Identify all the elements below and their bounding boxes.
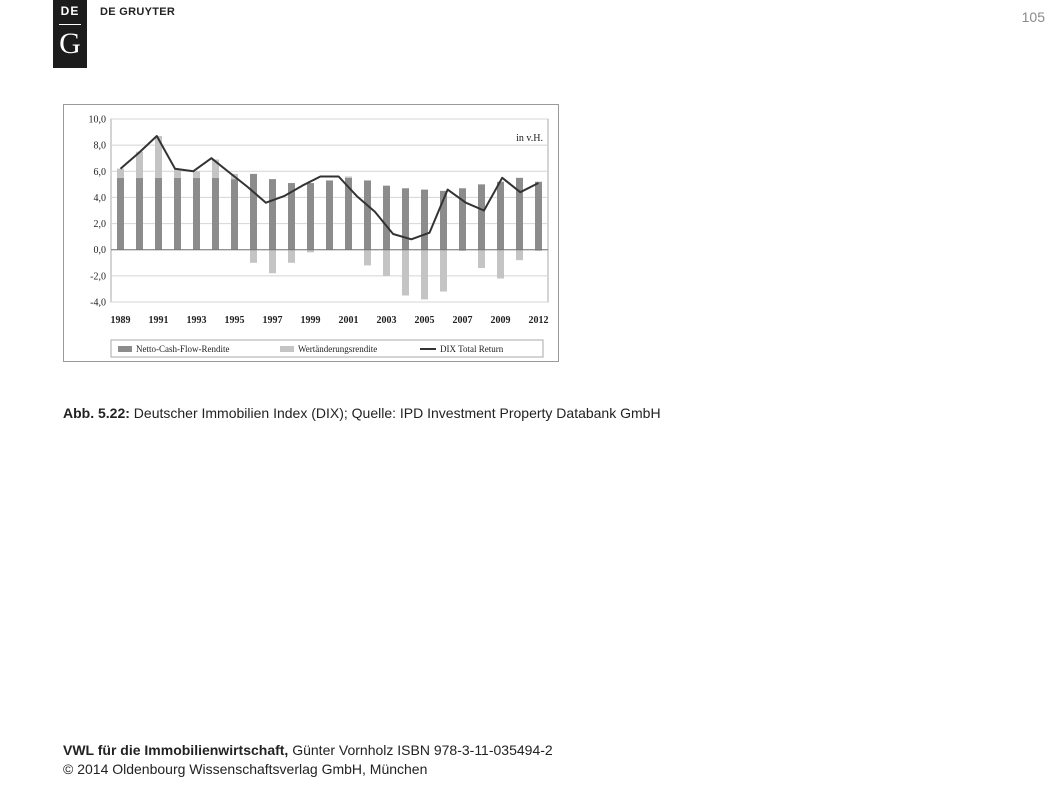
y-tick-label: 0,0 xyxy=(93,245,106,257)
x-tick-label: 2012 xyxy=(528,315,549,326)
y-tick-label: 6,0 xyxy=(93,166,106,178)
y-tick-label: 2,0 xyxy=(93,219,106,231)
footer-line-1 xyxy=(63,741,553,760)
dix-chart xyxy=(64,105,558,361)
figure-frame xyxy=(63,104,559,362)
unit-label: in v.H. xyxy=(516,133,543,144)
bar-netto xyxy=(383,186,390,250)
bar-netto xyxy=(193,178,200,250)
bar-wert xyxy=(288,250,295,263)
x-tick-label: 2003 xyxy=(376,315,397,326)
caption-text: Deutscher Immobilien Index (DIX); Quelle: IPD Investment Property Databank GmbH xyxy=(133,405,661,421)
footer-book-title: VWL für die Immobilienwirtschaft, xyxy=(63,742,289,758)
x-tick-label: 1989 xyxy=(110,315,131,326)
bar-wert xyxy=(421,250,428,300)
bar-netto xyxy=(421,190,428,250)
bar-netto xyxy=(307,183,314,250)
x-tick-label: 2009 xyxy=(490,315,511,326)
x-axis-ticks xyxy=(111,315,549,326)
legend-wert-swatch xyxy=(280,346,294,352)
figure-caption xyxy=(63,405,661,421)
x-tick-label: 1999 xyxy=(300,315,321,326)
bar-netto xyxy=(497,182,504,250)
x-tick-label: 2007 xyxy=(452,315,473,326)
bar-netto xyxy=(364,180,371,249)
bar-wert xyxy=(383,250,390,276)
bar-netto xyxy=(155,178,162,250)
bar-netto xyxy=(326,180,333,249)
x-tick-label: 2005 xyxy=(414,315,435,326)
y-tick-label: -4,0 xyxy=(90,297,106,309)
y-tick-label: -2,0 xyxy=(90,271,106,283)
legend xyxy=(111,340,543,357)
bar-netto xyxy=(231,179,238,250)
bar-wert xyxy=(345,177,352,178)
bar-netto xyxy=(269,179,276,250)
bar-wert xyxy=(250,250,257,263)
x-tick-label: 1995 xyxy=(224,315,245,326)
page-footer xyxy=(63,741,553,779)
caption-label: Abb. 5.22: xyxy=(63,405,130,421)
bar-netto xyxy=(250,174,257,250)
footer-copyright: © 2014 Oldenbourg Wissenschaftsverlag GmbH, München xyxy=(63,761,428,777)
bar-wert xyxy=(364,250,371,266)
bar-netto xyxy=(212,178,219,250)
y-axis-ticks xyxy=(89,115,107,309)
x-tick-label: 1993 xyxy=(186,315,207,326)
publisher-logo xyxy=(53,0,87,68)
bar-wert xyxy=(269,250,276,274)
x-tick-label: 1997 xyxy=(262,315,283,326)
bar-netto xyxy=(535,182,542,250)
footer-author-isbn: Günter Vornholz ISBN 978-3-11-035494-2 xyxy=(292,742,553,758)
bar-wert xyxy=(402,250,409,296)
logo-g-text: G xyxy=(59,27,81,60)
bar-netto xyxy=(402,188,409,249)
legend-wert-label: Wertänderungsrendite xyxy=(298,344,378,354)
bar-wert xyxy=(478,250,485,268)
x-tick-label: 2001 xyxy=(338,315,359,326)
bar-netto xyxy=(136,178,143,250)
legend-line-label: DIX Total Return xyxy=(440,344,504,354)
publisher-name: DE GRUYTER xyxy=(100,6,176,18)
bar-netto xyxy=(478,184,485,249)
page-number: 105 xyxy=(1021,9,1045,25)
y-tick-label: 8,0 xyxy=(93,140,106,152)
bar-wert xyxy=(440,250,447,292)
bar-wert xyxy=(193,171,200,178)
logo-de-text: DE xyxy=(60,4,80,18)
y-tick-label: 4,0 xyxy=(93,192,106,204)
logo-divider xyxy=(59,24,81,25)
bar-wert xyxy=(516,250,523,260)
bar-wert xyxy=(497,250,504,279)
x-tick-label: 1991 xyxy=(148,315,169,326)
legend-netto-swatch xyxy=(118,346,132,352)
y-tick-label: 10,0 xyxy=(88,114,106,126)
bar-netto xyxy=(117,178,124,250)
bar-wert xyxy=(117,169,124,178)
bar-netto xyxy=(174,178,181,250)
legend-netto-label: Netto-Cash-Flow-Rendite xyxy=(136,344,230,354)
